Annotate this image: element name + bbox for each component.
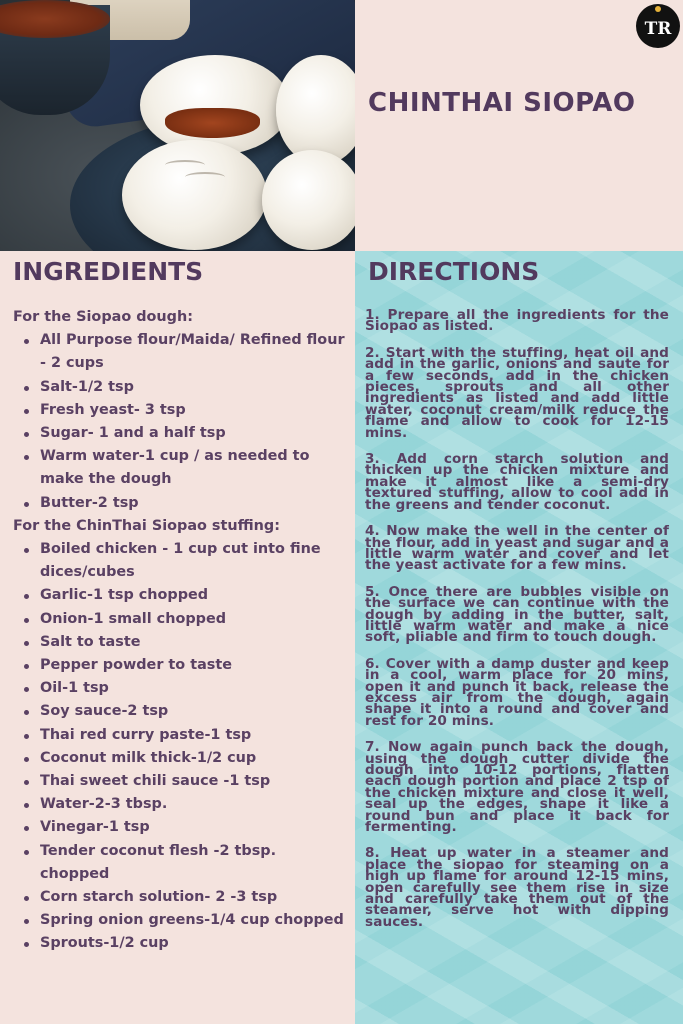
- bun: [122, 140, 267, 250]
- dough-list: [13, 329, 348, 515]
- siopao-photo: [0, 0, 355, 251]
- list-item: Butter-2 tsp: [40, 492, 348, 515]
- logo-text: TR: [644, 19, 672, 39]
- ingredients-heading: INGREDIENTS: [13, 257, 204, 286]
- direction-step: 3. Add corn starch solution and thicken up the chicken mixture and make it almost like a semi-dry textured stuffing, allow to cool add in the greens and tender coconut.: [365, 451, 669, 513]
- list-item: Pepper powder to taste: [40, 654, 348, 677]
- bun-pleat: [185, 172, 225, 182]
- list-item: Boiled chicken - 1 cup cut into fine dices/cubes: [40, 538, 348, 584]
- ingredients-list: [13, 306, 348, 956]
- list-item: Oil-1 tsp: [40, 677, 348, 700]
- list-item: Water-2-3 tbsp.: [40, 793, 348, 816]
- list-item: Thai red curry paste-1 tsp: [40, 724, 348, 747]
- bun: [262, 150, 355, 250]
- direction-step: 7. Now again punch back the dough, using the dough cutter divide the dough into 10-12 portions, flatten each dough portion and place 2 tsp of the chicken mixture and close it well, seal up the edges, shape it like a round bun and place it back for fermenting.: [365, 739, 669, 836]
- stuffing-list: [13, 538, 348, 956]
- bun: [140, 55, 290, 155]
- list-item: Sprouts-1/2 cup: [40, 932, 348, 955]
- direction-step: 6. Cover with a damp duster and keep in a cool, warm place for 20 mins, open it and punch it back, release the excess air from the dough, again shape it into a round and cover and rest for 20 mins.: [365, 655, 669, 729]
- list-item: Garlic-1 tsp chopped: [40, 584, 348, 607]
- list-item: All Purpose flour/Maida/ Refined flour - 2 cups: [40, 329, 348, 375]
- direction-step: 1. Prepare all the ingredients for the Siopao as listed.: [365, 307, 669, 335]
- list-item: Fresh yeast- 3 tsp: [40, 399, 348, 422]
- list-item: Soy sauce-2 tsp: [40, 700, 348, 723]
- list-item: Coconut milk thick-1/2 cup: [40, 747, 348, 770]
- list-item: Vinegar-1 tsp: [40, 816, 348, 839]
- directions-list: [365, 307, 669, 943]
- list-item: Salt-1/2 tsp: [40, 376, 348, 399]
- list-item: Tender coconut flesh -2 tbsp. chopped: [40, 840, 348, 886]
- direction-step: 8. Heat up water in a steamer and place the siopao for steaming on a high up flame for around 12-15 mins, open carefully see them rise in size and carefully take them out of the steamer, serve hot with dipping sauces.: [365, 845, 669, 930]
- direction-step: 2. Start with the stuffing, heat oil and add in the garlic, onions and saute for a few seconds, add in the chicken pieces, sprouts and all other ingredients as listed and add little water, coconut cream/milk reduce the flame and allow to cook for 12-15 mins.: [365, 344, 669, 441]
- direction-step: 5. Once there are bubbles visible on the surface we can continue with the dough by adding in the butter, salt, little warm water and make a nice soft, pliable and firm to touch dough.: [365, 583, 669, 646]
- bun-pleat: [165, 160, 205, 170]
- list-item: Salt to taste: [40, 631, 348, 654]
- directions-heading: DIRECTIONS: [368, 257, 540, 286]
- bun-filling: [165, 108, 260, 138]
- stuffing-label: For the ChinThai Siopao stuffing:: [13, 517, 280, 534]
- logo-sun-icon: [655, 6, 661, 12]
- list-item: Spring onion greens-1/4 cup chopped: [40, 909, 348, 932]
- list-item: Corn starch solution- 2 -3 tsp: [40, 886, 348, 909]
- list-item: Sugar- 1 and a half tsp: [40, 422, 348, 445]
- list-item: Onion-1 small chopped: [40, 608, 348, 631]
- direction-step: 4. Now make the well in the center of the flour, add in yeast and sugar and a little warm water and cover and let the yeast activate for a few mins.: [365, 523, 669, 574]
- list-item: Thai sweet chili sauce -1 tsp: [40, 770, 348, 793]
- recipe-title: CHINTHAI SIOPAO: [368, 88, 636, 118]
- dough-label: For the Siopao dough:: [13, 309, 193, 325]
- list-item: Warm water-1 cup / as needed to make the dough: [40, 445, 348, 491]
